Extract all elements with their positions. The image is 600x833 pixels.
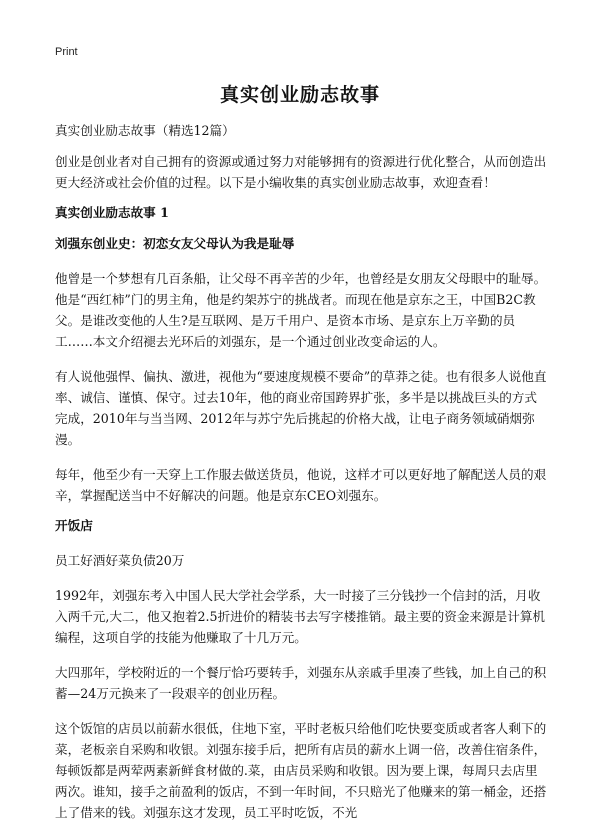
story1-paragraph: 他曾是一个梦想有几百条船，让父母不再辛苦的少年，也曾经是女朋友父母眼中的耻辱。他是“西红柿”门的男主角，他是约架苏宁的挑战者。而现在他是京东之王，中国B2C教父。是谁改变他的人生?是互联网、是万千用户、是资本市场、是京东上万辛勤的员工……本文介绍褪去光环后的刘强东，是一个通过创业改变命运的人。 <box>55 270 547 349</box>
story1-subheading: 刘强东创业史：初恋女友父母认为我是耻辱 <box>55 235 295 251</box>
intro-paragraph: 创业是创业者对自己拥有的资源或通过努力对能够拥有的资源进行优化整合，从而创造出更大经济或社会价值的过程。以下是小编收集的真实创业励志故事，欢迎查看！ <box>55 153 547 190</box>
article-subtitle: 真实创业励志故事（精选12篇） <box>55 123 235 138</box>
article-body <box>55 120 547 833</box>
section2-subheading: 员工好酒好菜负债20万 <box>55 553 185 568</box>
story1-paragraph: 有人说他强悍、偏执、激进，视他为“要速度规模不要命”的草莽之徒。也有很多人说他直率、诚信、谨慎、保守。过去10年，他的商业帝国跨界扩张，多半是以挑战巨头的方式完成，2010年与当当网、2012年与苏宁先后挑起的价格大战，让电子商务领域硝烟弥漫。 <box>55 368 547 447</box>
section2-paragraph: 这个饭馆的店员以前薪水很低，住地下室，平时老板只给他们吃快要变质或者客人剩下的菜，老板亲自采购和收银。刘强东接手后，把所有店员的薪水上调一倍，改善住宿条件，每顿饭都是两荤两素新鲜食材做的.菜，由店员采购和收银。因为要上课，每周只去店里两次。谁知，接手之前盈利的饭店，不到一年时间，不只赔光了他赚来的第一桶金，还搭上了借来的钱。刘强东这才发现，员工平时吃饭，不光 <box>55 721 547 820</box>
section2-heading: 开饭店 <box>55 518 93 533</box>
story1-paragraph: 每年，他至少有一天穿上工作服去做送货员，他说，这样才可以更好地了解配送人员的艰辛，掌握配送当中不好解决的问题。他是京东CEO刘强东。 <box>55 466 547 503</box>
section2-paragraph: 1992年，刘强东考入中国人民大学社会学系，大一时接了三分钱抄一个信封的活，月收入两千元,大二，他又抱着2.5折进价的精装书去写字楼推销。最主要的资金来源是计算机编程，这项自学的技能为他赚取了十几万元。 <box>55 588 546 645</box>
story1-heading: 真实创业励志故事 1 <box>55 205 169 220</box>
print-label[interactable]: Print <box>55 46 78 58</box>
page-title: 真实创业励志故事 <box>219 84 380 106</box>
section2-paragraph: 大四那年，学校附近的一个餐厅恰巧要转手，刘强东从亲戚手里凑了些钱，加上自己的积蓄—24万元换来了一段艰辛的创业历程。 <box>55 665 547 701</box>
